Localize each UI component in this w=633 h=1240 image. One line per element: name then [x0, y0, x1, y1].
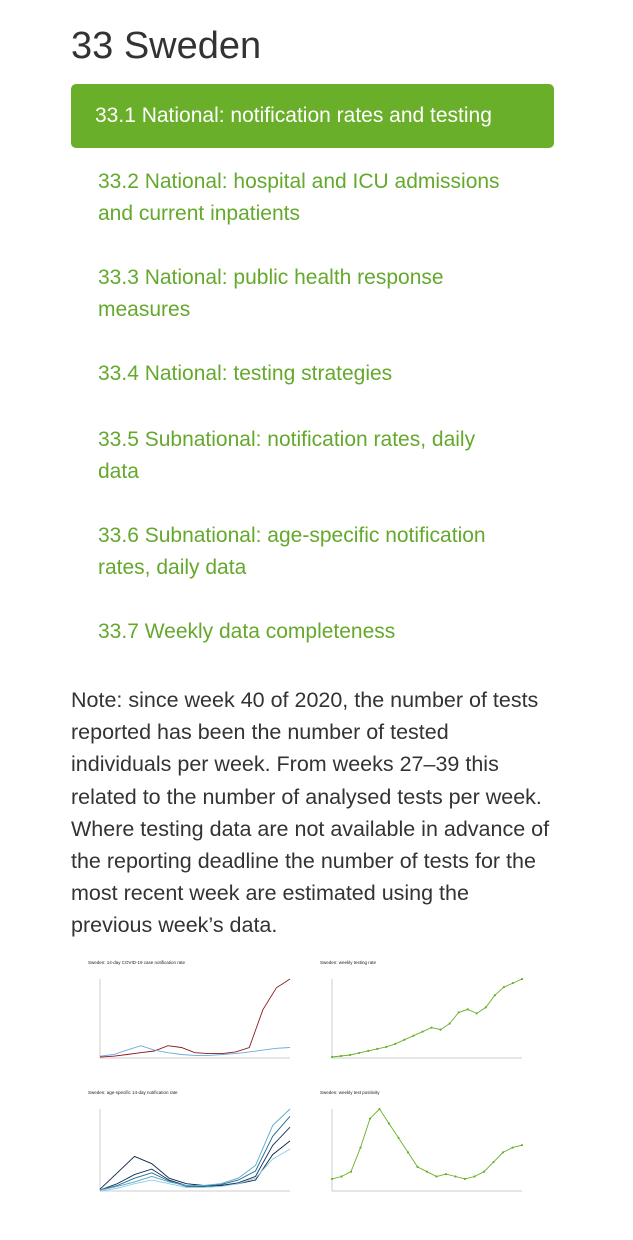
- data-point: [416, 1166, 418, 1168]
- chart-title: Sweden: weekly testing rate: [320, 960, 377, 965]
- chart-title: Sweden: age-specific 14-day notification rate: [88, 1090, 178, 1095]
- data-point: [454, 1175, 456, 1177]
- data-point: [412, 1035, 414, 1037]
- nav-item-label: 33.6 Subnational: age-specific notification: [98, 524, 486, 547]
- note-line: individuals per week. From weeks 27–39 this: [71, 752, 499, 777]
- data-point: [331, 1178, 333, 1180]
- series-line: [100, 1116, 290, 1190]
- data-point: [340, 1175, 342, 1177]
- data-point: [403, 1039, 405, 1041]
- data-point: [426, 1171, 428, 1173]
- page-title: 33 Sweden: [71, 25, 262, 67]
- nav-item-label: 33.4 National: testing strategies: [98, 362, 393, 385]
- data-point: [358, 1052, 360, 1054]
- data-point: [494, 994, 496, 996]
- note-line: previous week’s data.: [71, 913, 278, 938]
- data-point: [407, 1151, 409, 1153]
- nav-item-weekly-completeness[interactable]: [98, 616, 548, 648]
- data-point: [376, 1048, 378, 1050]
- nav-item-national-notification-rates[interactable]: 33.1 National: notification rates and testing: [71, 84, 554, 148]
- nav-item-label-cont: data: [98, 460, 139, 483]
- data-point: [394, 1043, 396, 1045]
- data-point: [435, 1175, 437, 1177]
- data-point: [350, 1171, 352, 1173]
- nav-item-public-health-response[interactable]: [98, 262, 548, 326]
- data-point: [367, 1050, 369, 1052]
- data-point: [331, 1056, 333, 1058]
- nav-item-testing-strategies[interactable]: [98, 358, 548, 390]
- nav-item-age-specific-notification[interactable]: [98, 520, 548, 584]
- data-point: [503, 986, 505, 988]
- note-line: most recent week are estimated using the: [71, 881, 469, 906]
- data-point: [430, 1027, 432, 1029]
- chart-panel: [320, 960, 523, 1058]
- testing-note: [71, 684, 581, 942]
- data-point: [512, 982, 514, 984]
- data-point: [385, 1046, 387, 1048]
- data-point: [521, 978, 523, 980]
- chart-panel: [320, 1090, 523, 1191]
- data-point: [458, 1011, 460, 1013]
- series-line: [332, 1109, 522, 1179]
- nav-item-label: 33.7 Weekly data completeness: [98, 620, 396, 643]
- chart-title: Sweden: 14-day COVID-19 case notification rate: [88, 960, 186, 965]
- nav-item-hospital-icu[interactable]: [98, 166, 548, 230]
- data-point: [502, 1151, 504, 1153]
- data-point: [511, 1146, 513, 1148]
- data-point: [421, 1031, 423, 1033]
- data-point: [349, 1054, 351, 1056]
- data-point: [378, 1108, 380, 1110]
- note-line: reported has been the number of tested: [71, 720, 449, 745]
- note-line: Where testing data are not available in advance of: [71, 816, 550, 841]
- series-line: [100, 979, 290, 1057]
- charts-svg: [78, 953, 533, 1213]
- data-point: [473, 1175, 475, 1177]
- data-point: [467, 1008, 469, 1010]
- nav-item-label: 33.2 National: hospital and ICU admissions: [98, 170, 500, 193]
- data-point: [439, 1029, 441, 1031]
- chart-panel: [88, 1090, 290, 1191]
- data-point: [485, 1006, 487, 1008]
- nav-item-label-cont: rates, daily data: [98, 556, 247, 579]
- nav-item-label-cont: and current inpatients: [98, 202, 300, 225]
- data-point: [359, 1146, 361, 1148]
- chart-title: Sweden: weekly test positivity: [320, 1090, 380, 1095]
- note-line: Note: since week 40 of 2020, the number of tests: [71, 688, 539, 712]
- sweden-charts-figure[interactable]: [78, 953, 533, 1213]
- data-point: [483, 1171, 485, 1173]
- nav-item-label: 33.5 Subnational: notification rates, daily: [98, 428, 476, 451]
- data-point: [449, 1022, 451, 1024]
- series-line: [332, 979, 522, 1057]
- data-point: [464, 1178, 466, 1180]
- data-point: [445, 1173, 447, 1175]
- note-line: the reporting deadline the number of tests for the: [71, 849, 536, 874]
- chart-panel: [88, 960, 290, 1058]
- data-point: [476, 1012, 478, 1014]
- nav-item-subnational-notification[interactable]: [98, 424, 548, 488]
- data-point: [388, 1122, 390, 1124]
- data-point: [521, 1144, 523, 1146]
- data-point: [397, 1137, 399, 1139]
- nav-item-label-cont: measures: [98, 298, 191, 321]
- data-point: [492, 1161, 494, 1163]
- data-point: [340, 1055, 342, 1057]
- nav-item-label: 33.3 National: public health response: [98, 266, 444, 289]
- data-point: [369, 1118, 371, 1120]
- note-line: related to the number of analysed tests per week.: [71, 784, 542, 809]
